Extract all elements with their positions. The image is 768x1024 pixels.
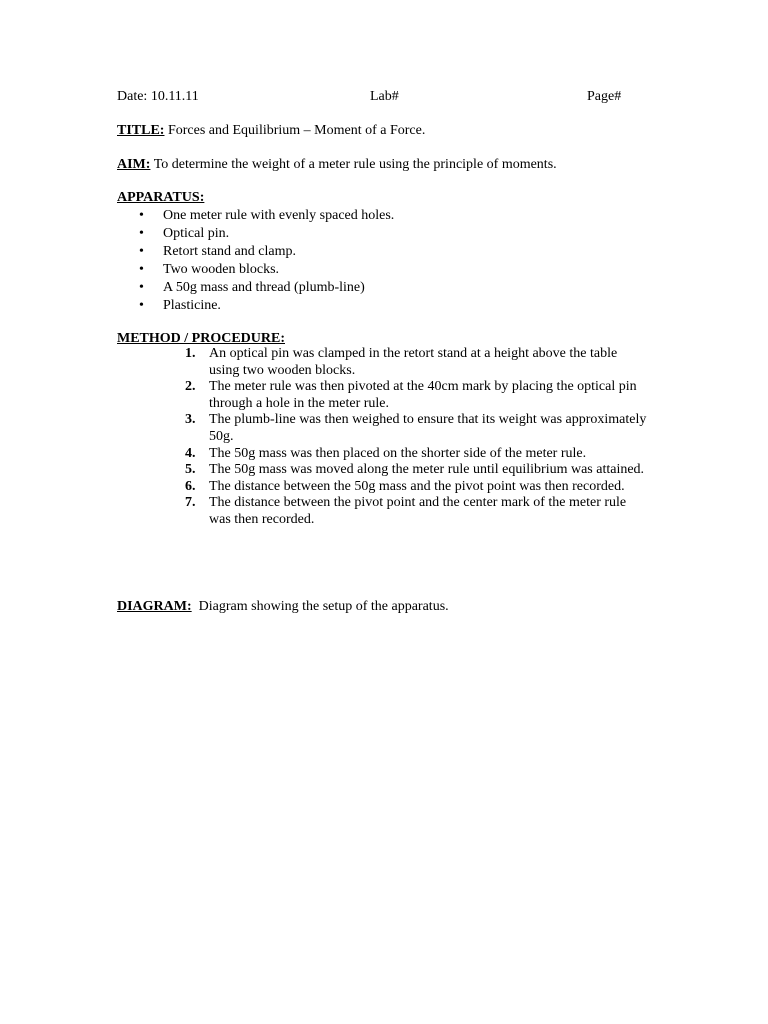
step-text: An optical pin was clamped in the retort stand at a height above the table using two wooden blocks. [209, 346, 618, 378]
bullet-icon: • [139, 226, 144, 241]
step-text: The 50g mass was moved along the meter rule until equilibrium was attained. [209, 462, 645, 478]
step-text: The distance between the pivot point and the center mark of the meter rule was then recorded. [209, 495, 627, 527]
method-heading: METHOD / PROCEDURE: [117, 331, 285, 346]
procedure-step [180, 412, 650, 445]
step-number: 5. [185, 462, 196, 478]
aim-text: To determine the weight of a meter rule using the principle of moments. [153, 157, 557, 172]
list-item: • Plasticine. [139, 298, 221, 313]
bullet-icon: • [139, 280, 144, 295]
list-item: • Optical pin. [139, 226, 230, 241]
title-text: Forces and Equilibrium – Moment of a Force. [167, 123, 426, 138]
lab-number-label: Lab# [370, 89, 399, 104]
procedure-step [180, 462, 650, 479]
procedure-list [180, 346, 650, 529]
procedure-step [180, 346, 650, 379]
step-text: The 50g mass was then placed on the shorter side of the meter rule. [209, 445, 587, 461]
step-text: The plumb-line was then weighed to ensure that its weight was approximately 50g. [209, 412, 647, 444]
bullet-icon: • [139, 298, 144, 313]
list-item: • Two wooden blocks. [139, 262, 280, 277]
procedure-step [180, 379, 650, 412]
diagram-line [117, 598, 449, 615]
bullet-icon: • [139, 244, 144, 259]
procedure-step [180, 446, 650, 463]
title-heading: TITLE: [117, 123, 165, 138]
header-row [117, 88, 637, 106]
apparatus-list [137, 207, 394, 315]
step-number: 2. [185, 379, 196, 395]
step-text: The distance between the 50g mass and the pivot point was then recorded. [209, 478, 625, 494]
list-item: • Retort stand and clamp. [139, 244, 296, 259]
list-item: • One meter rule with evenly spaced holes. [139, 208, 395, 223]
bullet-icon: • [139, 208, 144, 223]
apparatus-heading: APPARATUS: [117, 190, 205, 205]
diagram-heading: DIAGRAM: [117, 599, 192, 614]
procedure-step [180, 495, 650, 528]
title-line [117, 122, 425, 139]
aim-heading: AIM: [117, 157, 151, 172]
date-label: Date: 10.11.11 [117, 89, 199, 104]
list-item: • A 50g mass and thread (plumb-line) [139, 280, 365, 295]
step-number: 3. [185, 412, 196, 428]
page-number-label: Page# [587, 89, 622, 104]
step-text: The meter rule was then pivoted at the 40cm mark by placing the optical pin through a hole in the meter rule. [209, 379, 637, 411]
step-number: 6. [185, 478, 196, 494]
step-number: 4. [185, 445, 196, 461]
step-number: 1. [185, 346, 196, 361]
step-number: 7. [185, 495, 196, 511]
aim-line [117, 156, 557, 173]
diagram-caption: Diagram showing the setup of the apparatus. [198, 599, 449, 614]
procedure-step [180, 479, 650, 496]
bullet-icon: • [139, 262, 144, 277]
